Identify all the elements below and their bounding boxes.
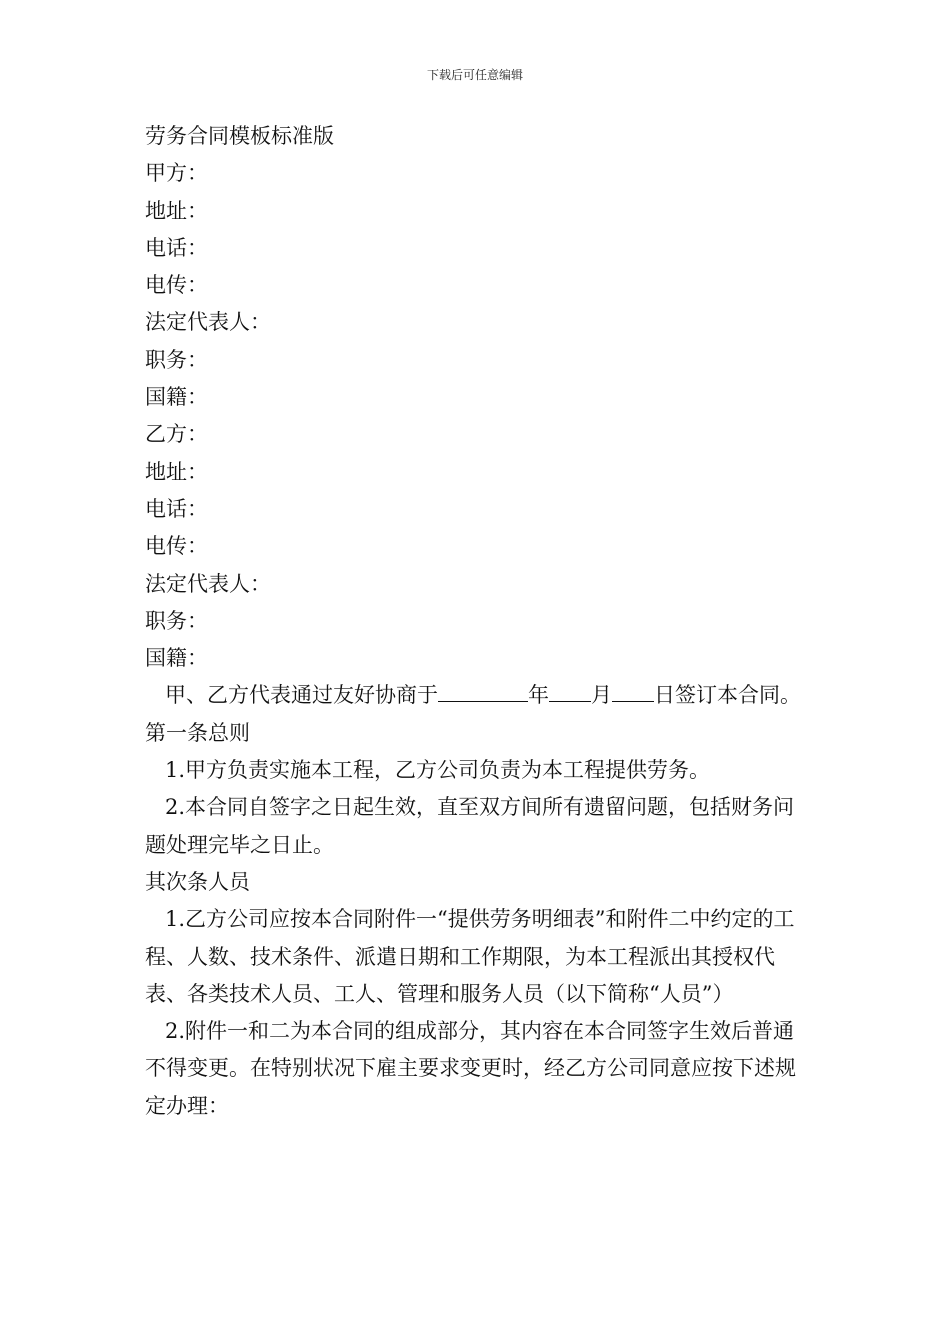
party-b-legal-rep: 法定代表人： — [145, 571, 271, 596]
party-a-label: 甲方： — [145, 161, 208, 186]
agreement-suffix: 日签订本合同。 — [654, 683, 801, 708]
month-blank — [549, 679, 591, 702]
article2-heading: 其次条人员 — [145, 869, 250, 894]
party-a-nationality: 国籍： — [145, 385, 208, 410]
party-b-address: 地址： — [145, 459, 208, 484]
party-b-fax: 电传： — [145, 534, 208, 559]
article2-item2: 2.附件一和二为本合同的组成部分，其内容在本合同签字生效后普通不得变更。在特别状况下雇主要求变更时，经乙方公司同意应按下述规定办理： — [145, 1019, 796, 1118]
party-a-phone: 电话： — [145, 235, 208, 260]
header-note: 下载后可任意编辑 — [426, 68, 523, 82]
party-b-label: 乙方： — [145, 422, 208, 447]
agreement-paragraph — [145, 677, 810, 714]
party-a-fax: 电传： — [145, 273, 208, 298]
agreement-month: 月 — [591, 683, 612, 708]
article1-item1: 1.甲方负责实施本工程，乙方公司负责为本工程提供劳务。 — [165, 758, 711, 783]
party-b-nationality: 国籍： — [145, 646, 208, 671]
party-b-position: 职务： — [145, 608, 208, 633]
year-blank — [438, 679, 528, 702]
party-a-address: 地址： — [145, 198, 208, 223]
article1-heading: 第一条总则 — [145, 720, 250, 745]
party-a-position: 职务： — [145, 347, 208, 372]
article2-item1: 1.乙方公司应按本合同附件一“提供劳务明细表”和附件二中约定的工程、人数、技术条件、派遣日期和工作期限，为本工程派出其授权代表、各类技术人员、工人、管理和服务人员（以下简称“人员”） — [145, 907, 795, 1006]
contract-document — [145, 118, 810, 1125]
document-title: 劳务合同模板标准版 — [145, 124, 334, 148]
agreement-prefix: 甲、乙方代表通过友好协商于 — [165, 683, 438, 708]
agreement-year: 年 — [528, 683, 549, 708]
day-blank — [612, 679, 654, 702]
party-a-legal-rep: 法定代表人： — [145, 310, 271, 335]
party-b-phone: 电话： — [145, 496, 208, 521]
article1-item2: 2.本合同自签字之日起生效，直至双方间所有遗留问题，包括财务问题处理完毕之日止。 — [145, 795, 795, 857]
